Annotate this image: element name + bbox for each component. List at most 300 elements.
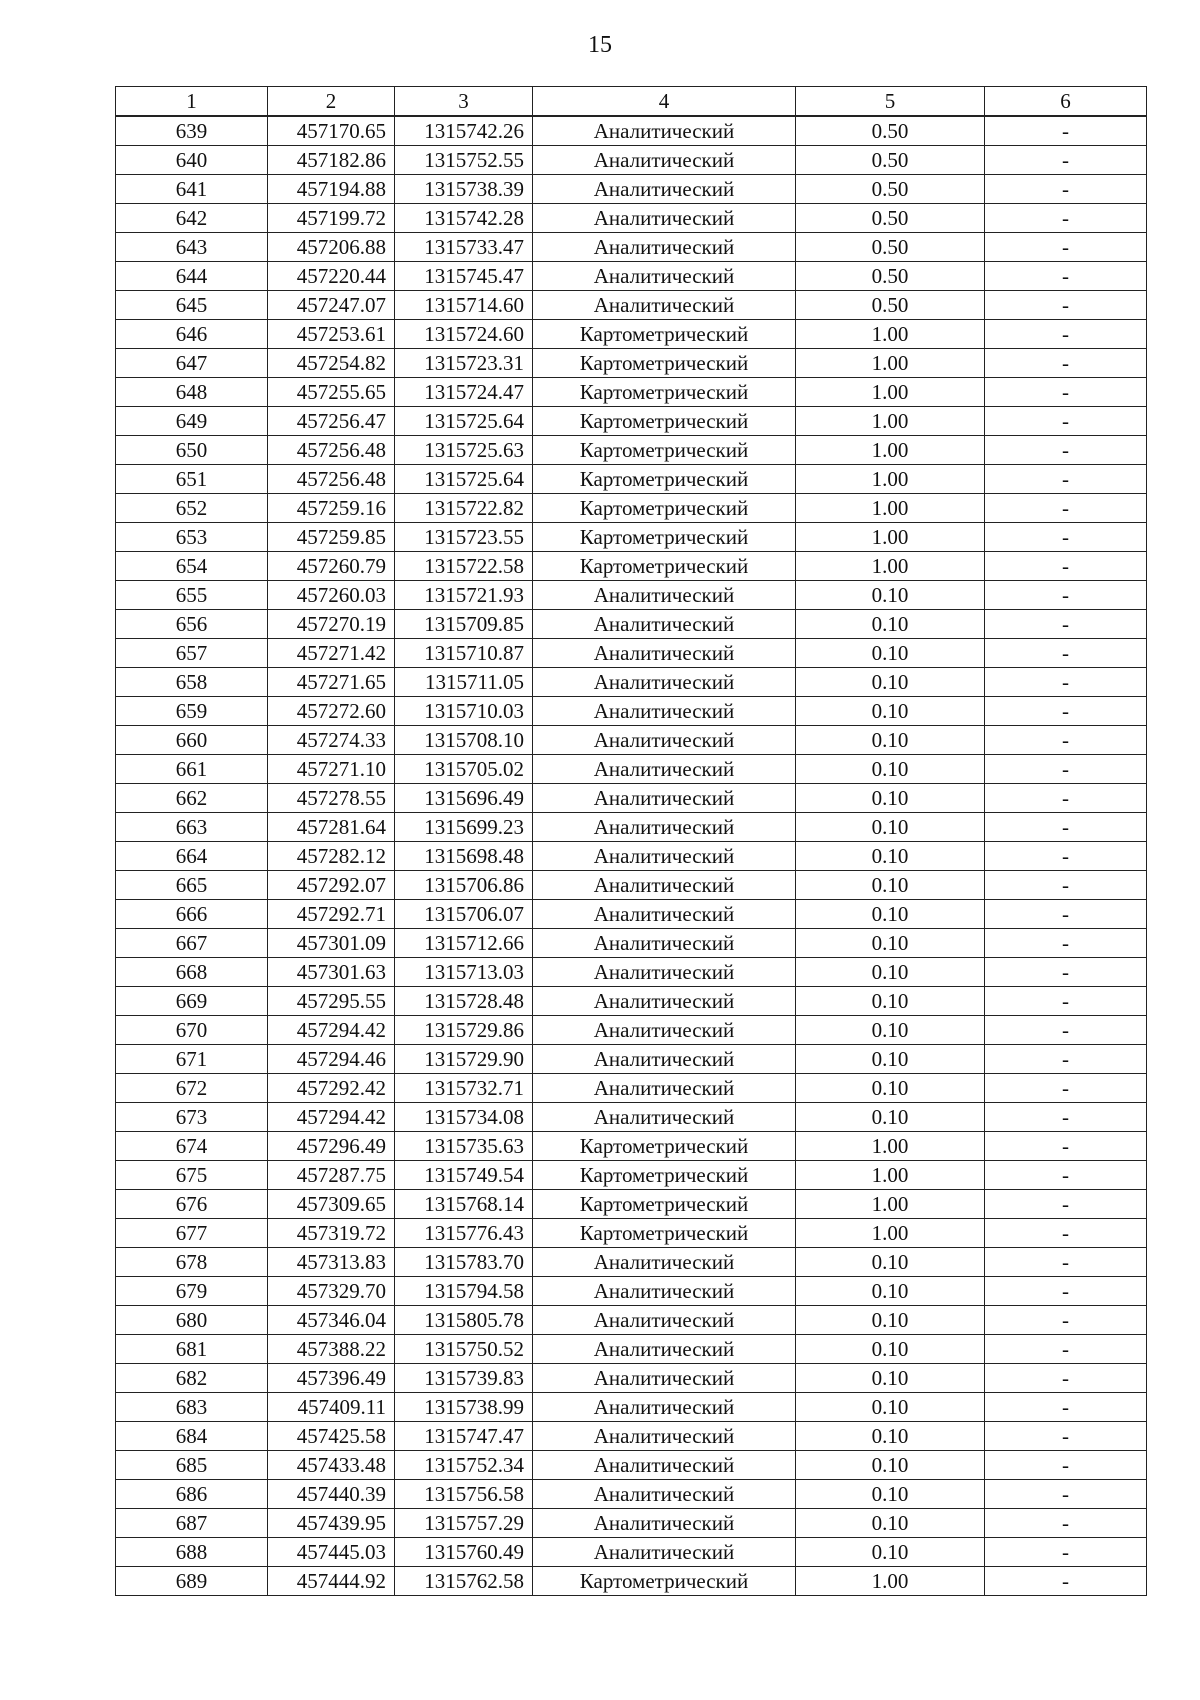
point-number-cell: 659 [116, 697, 268, 726]
table-row [116, 204, 1147, 233]
accuracy-cell: 0.10 [796, 1538, 985, 1567]
point-number-cell: 666 [116, 900, 268, 929]
y-coordinate-cell: 1315712.66 [395, 929, 533, 958]
table-row [116, 262, 1147, 291]
note-cell: - [985, 1393, 1147, 1422]
point-number-cell: 656 [116, 610, 268, 639]
accuracy-cell: 0.10 [796, 610, 985, 639]
accuracy-cell: 0.10 [796, 1509, 985, 1538]
method-cell: Картометрический [533, 436, 796, 465]
table-row [116, 1306, 1147, 1335]
y-coordinate-cell: 1315723.55 [395, 523, 533, 552]
point-number-cell: 645 [116, 291, 268, 320]
x-coordinate-cell: 457445.03 [268, 1538, 395, 1567]
table-header-row [116, 87, 1147, 117]
note-cell: - [985, 1016, 1147, 1045]
y-coordinate-cell: 1315733.47 [395, 233, 533, 262]
x-coordinate-cell: 457319.72 [268, 1219, 395, 1248]
accuracy-cell: 0.10 [796, 871, 985, 900]
point-number-cell: 689 [116, 1567, 268, 1596]
note-cell: - [985, 1045, 1147, 1074]
accuracy-cell: 0.50 [796, 175, 985, 204]
note-cell: - [985, 320, 1147, 349]
y-coordinate-cell: 1315752.55 [395, 146, 533, 175]
y-coordinate-cell: 1315739.83 [395, 1364, 533, 1393]
table-row [116, 1364, 1147, 1393]
y-coordinate-cell: 1315783.70 [395, 1248, 533, 1277]
x-coordinate-cell: 457194.88 [268, 175, 395, 204]
x-coordinate-cell: 457271.65 [268, 668, 395, 697]
point-number-cell: 674 [116, 1132, 268, 1161]
point-number-cell: 648 [116, 378, 268, 407]
column-header: 3 [395, 87, 533, 117]
table-row [116, 929, 1147, 958]
accuracy-cell: 1.00 [796, 552, 985, 581]
method-cell: Аналитический [533, 204, 796, 233]
x-coordinate-cell: 457329.70 [268, 1277, 395, 1306]
accuracy-cell: 1.00 [796, 1190, 985, 1219]
method-cell: Картометрический [533, 465, 796, 494]
method-cell: Аналитический [533, 146, 796, 175]
point-number-cell: 654 [116, 552, 268, 581]
point-number-cell: 641 [116, 175, 268, 204]
accuracy-cell: 0.10 [796, 1074, 985, 1103]
point-number-cell: 676 [116, 1190, 268, 1219]
y-coordinate-cell: 1315711.05 [395, 668, 533, 697]
x-coordinate-cell: 457206.88 [268, 233, 395, 262]
table-row [116, 987, 1147, 1016]
y-coordinate-cell: 1315805.78 [395, 1306, 533, 1335]
method-cell: Аналитический [533, 1480, 796, 1509]
accuracy-cell: 0.10 [796, 755, 985, 784]
method-cell: Картометрический [533, 1219, 796, 1248]
note-cell: - [985, 813, 1147, 842]
point-number-cell: 639 [116, 116, 268, 146]
accuracy-cell: 0.50 [796, 204, 985, 233]
x-coordinate-cell: 457444.92 [268, 1567, 395, 1596]
x-coordinate-cell: 457255.65 [268, 378, 395, 407]
accuracy-cell: 0.10 [796, 958, 985, 987]
accuracy-cell: 1.00 [796, 465, 985, 494]
table-row [116, 871, 1147, 900]
table-row [116, 726, 1147, 755]
x-coordinate-cell: 457425.58 [268, 1422, 395, 1451]
point-number-cell: 673 [116, 1103, 268, 1132]
table-row [116, 407, 1147, 436]
note-cell: - [985, 784, 1147, 813]
x-coordinate-cell: 457440.39 [268, 1480, 395, 1509]
note-cell: - [985, 639, 1147, 668]
point-number-cell: 646 [116, 320, 268, 349]
x-coordinate-cell: 457301.63 [268, 958, 395, 987]
table-row [116, 291, 1147, 320]
point-number-cell: 665 [116, 871, 268, 900]
point-number-cell: 669 [116, 987, 268, 1016]
x-coordinate-cell: 457271.42 [268, 639, 395, 668]
table-row [116, 784, 1147, 813]
column-header: 1 [116, 87, 268, 117]
note-cell: - [985, 1480, 1147, 1509]
accuracy-cell: 1.00 [796, 349, 985, 378]
method-cell: Аналитический [533, 262, 796, 291]
accuracy-cell: 0.10 [796, 697, 985, 726]
method-cell: Аналитический [533, 175, 796, 204]
note-cell: - [985, 929, 1147, 958]
y-coordinate-cell: 1315721.93 [395, 581, 533, 610]
x-coordinate-cell: 457272.60 [268, 697, 395, 726]
y-coordinate-cell: 1315724.47 [395, 378, 533, 407]
table-row [116, 1045, 1147, 1074]
point-number-cell: 652 [116, 494, 268, 523]
accuracy-cell: 0.10 [796, 987, 985, 1016]
point-number-cell: 643 [116, 233, 268, 262]
x-coordinate-cell: 457309.65 [268, 1190, 395, 1219]
method-cell: Аналитический [533, 1393, 796, 1422]
x-coordinate-cell: 457260.03 [268, 581, 395, 610]
y-coordinate-cell: 1315725.63 [395, 436, 533, 465]
point-number-cell: 680 [116, 1306, 268, 1335]
x-coordinate-cell: 457256.47 [268, 407, 395, 436]
table-row [116, 320, 1147, 349]
y-coordinate-cell: 1315742.26 [395, 116, 533, 146]
method-cell: Аналитический [533, 813, 796, 842]
table-row [116, 639, 1147, 668]
note-cell: - [985, 204, 1147, 233]
accuracy-cell: 0.10 [796, 929, 985, 958]
method-cell: Аналитический [533, 581, 796, 610]
x-coordinate-cell: 457292.71 [268, 900, 395, 929]
x-coordinate-cell: 457301.09 [268, 929, 395, 958]
y-coordinate-cell: 1315768.14 [395, 1190, 533, 1219]
x-coordinate-cell: 457182.86 [268, 146, 395, 175]
y-coordinate-cell: 1315705.02 [395, 755, 533, 784]
point-number-cell: 681 [116, 1335, 268, 1364]
y-coordinate-cell: 1315794.58 [395, 1277, 533, 1306]
method-cell: Аналитический [533, 1451, 796, 1480]
note-cell: - [985, 1509, 1147, 1538]
method-cell: Аналитический [533, 697, 796, 726]
x-coordinate-cell: 457170.65 [268, 116, 395, 146]
table-row [116, 900, 1147, 929]
method-cell: Аналитический [533, 1422, 796, 1451]
x-coordinate-cell: 457294.42 [268, 1103, 395, 1132]
x-coordinate-cell: 457287.75 [268, 1161, 395, 1190]
accuracy-cell: 0.10 [796, 1103, 985, 1132]
table-row [116, 523, 1147, 552]
accuracy-cell: 0.10 [796, 900, 985, 929]
accuracy-cell: 0.10 [796, 1016, 985, 1045]
note-cell: - [985, 1364, 1147, 1393]
accuracy-cell: 0.10 [796, 668, 985, 697]
note-cell: - [985, 1451, 1147, 1480]
accuracy-cell: 1.00 [796, 523, 985, 552]
note-cell: - [985, 1422, 1147, 1451]
method-cell: Картометрический [533, 1161, 796, 1190]
note-cell: - [985, 1161, 1147, 1190]
accuracy-cell: 0.10 [796, 581, 985, 610]
note-cell: - [985, 1538, 1147, 1567]
x-coordinate-cell: 457282.12 [268, 842, 395, 871]
note-cell: - [985, 116, 1147, 146]
y-coordinate-cell: 1315714.60 [395, 291, 533, 320]
x-coordinate-cell: 457346.04 [268, 1306, 395, 1335]
table-row [116, 1277, 1147, 1306]
point-number-cell: 660 [116, 726, 268, 755]
x-coordinate-cell: 457295.55 [268, 987, 395, 1016]
table-row [116, 813, 1147, 842]
table-row [116, 1016, 1147, 1045]
coordinates-table [115, 86, 1147, 1596]
y-coordinate-cell: 1315698.48 [395, 842, 533, 871]
column-header: 5 [796, 87, 985, 117]
y-coordinate-cell: 1315699.23 [395, 813, 533, 842]
note-cell: - [985, 552, 1147, 581]
method-cell: Аналитический [533, 987, 796, 1016]
method-cell: Картометрический [533, 407, 796, 436]
table-row [116, 581, 1147, 610]
method-cell: Аналитический [533, 900, 796, 929]
table-row [116, 1132, 1147, 1161]
x-coordinate-cell: 457313.83 [268, 1248, 395, 1277]
table-row [116, 668, 1147, 697]
x-coordinate-cell: 457296.49 [268, 1132, 395, 1161]
y-coordinate-cell: 1315747.47 [395, 1422, 533, 1451]
table-row [116, 1103, 1147, 1132]
point-number-cell: 682 [116, 1364, 268, 1393]
accuracy-cell: 0.10 [796, 1480, 985, 1509]
accuracy-cell: 1.00 [796, 494, 985, 523]
table-row [116, 1219, 1147, 1248]
point-number-cell: 649 [116, 407, 268, 436]
accuracy-cell: 1.00 [796, 1219, 985, 1248]
x-coordinate-cell: 457409.11 [268, 1393, 395, 1422]
note-cell: - [985, 668, 1147, 697]
point-number-cell: 679 [116, 1277, 268, 1306]
y-coordinate-cell: 1315729.86 [395, 1016, 533, 1045]
method-cell: Аналитический [533, 929, 796, 958]
note-cell: - [985, 233, 1147, 262]
note-cell: - [985, 1248, 1147, 1277]
table-row [116, 1248, 1147, 1277]
table-row [116, 378, 1147, 407]
method-cell: Картометрический [533, 1567, 796, 1596]
table-row [116, 1190, 1147, 1219]
point-number-cell: 675 [116, 1161, 268, 1190]
note-cell: - [985, 900, 1147, 929]
point-number-cell: 642 [116, 204, 268, 233]
accuracy-cell: 0.10 [796, 726, 985, 755]
accuracy-cell: 0.10 [796, 813, 985, 842]
accuracy-cell: 0.10 [796, 784, 985, 813]
point-number-cell: 668 [116, 958, 268, 987]
x-coordinate-cell: 457294.42 [268, 1016, 395, 1045]
note-cell: - [985, 726, 1147, 755]
table-row [116, 1335, 1147, 1364]
table-row [116, 755, 1147, 784]
note-cell: - [985, 871, 1147, 900]
method-cell: Картометрический [533, 552, 796, 581]
point-number-cell: 683 [116, 1393, 268, 1422]
note-cell: - [985, 523, 1147, 552]
point-number-cell: 688 [116, 1538, 268, 1567]
note-cell: - [985, 378, 1147, 407]
table-row [116, 1538, 1147, 1567]
accuracy-cell: 0.10 [796, 1422, 985, 1451]
accuracy-cell: 0.50 [796, 116, 985, 146]
y-coordinate-cell: 1315706.07 [395, 900, 533, 929]
point-number-cell: 662 [116, 784, 268, 813]
x-coordinate-cell: 457278.55 [268, 784, 395, 813]
y-coordinate-cell: 1315710.87 [395, 639, 533, 668]
point-number-cell: 672 [116, 1074, 268, 1103]
point-number-cell: 678 [116, 1248, 268, 1277]
note-cell: - [985, 1306, 1147, 1335]
point-number-cell: 687 [116, 1509, 268, 1538]
method-cell: Аналитический [533, 958, 796, 987]
point-number-cell: 647 [116, 349, 268, 378]
y-coordinate-cell: 1315734.08 [395, 1103, 533, 1132]
x-coordinate-cell: 457294.46 [268, 1045, 395, 1074]
method-cell: Картометрический [533, 494, 796, 523]
y-coordinate-cell: 1315738.99 [395, 1393, 533, 1422]
point-number-cell: 685 [116, 1451, 268, 1480]
point-number-cell: 677 [116, 1219, 268, 1248]
y-coordinate-cell: 1315762.58 [395, 1567, 533, 1596]
y-coordinate-cell: 1315750.52 [395, 1335, 533, 1364]
table-row [116, 465, 1147, 494]
note-cell: - [985, 465, 1147, 494]
method-cell: Картометрический [533, 1132, 796, 1161]
y-coordinate-cell: 1315735.63 [395, 1132, 533, 1161]
note-cell: - [985, 581, 1147, 610]
method-cell: Аналитический [533, 871, 796, 900]
accuracy-cell: 0.10 [796, 1451, 985, 1480]
y-coordinate-cell: 1315708.10 [395, 726, 533, 755]
method-cell: Аналитический [533, 1538, 796, 1567]
method-cell: Аналитический [533, 1509, 796, 1538]
x-coordinate-cell: 457292.42 [268, 1074, 395, 1103]
x-coordinate-cell: 457254.82 [268, 349, 395, 378]
y-coordinate-cell: 1315722.82 [395, 494, 533, 523]
point-number-cell: 686 [116, 1480, 268, 1509]
method-cell: Аналитический [533, 639, 796, 668]
note-cell: - [985, 987, 1147, 1016]
table-row [116, 958, 1147, 987]
point-number-cell: 651 [116, 465, 268, 494]
accuracy-cell: 0.50 [796, 233, 985, 262]
y-coordinate-cell: 1315709.85 [395, 610, 533, 639]
point-number-cell: 684 [116, 1422, 268, 1451]
method-cell: Аналитический [533, 1074, 796, 1103]
accuracy-cell: 1.00 [796, 1567, 985, 1596]
table-row [116, 233, 1147, 262]
x-coordinate-cell: 457433.48 [268, 1451, 395, 1480]
accuracy-cell: 0.50 [796, 146, 985, 175]
method-cell: Аналитический [533, 1306, 796, 1335]
page-number: 15 [588, 32, 612, 58]
x-coordinate-cell: 457388.22 [268, 1335, 395, 1364]
table-row [116, 1074, 1147, 1103]
note-cell: - [985, 610, 1147, 639]
method-cell: Картометрический [533, 349, 796, 378]
x-coordinate-cell: 457199.72 [268, 204, 395, 233]
accuracy-cell: 0.10 [796, 1277, 985, 1306]
x-coordinate-cell: 457281.64 [268, 813, 395, 842]
note-cell: - [985, 146, 1147, 175]
method-cell: Картометрический [533, 378, 796, 407]
accuracy-cell: 0.10 [796, 1045, 985, 1074]
method-cell: Аналитический [533, 1248, 796, 1277]
table-row [116, 1393, 1147, 1422]
y-coordinate-cell: 1315732.71 [395, 1074, 533, 1103]
column-header: 6 [985, 87, 1147, 117]
table-row [116, 436, 1147, 465]
y-coordinate-cell: 1315723.31 [395, 349, 533, 378]
method-cell: Аналитический [533, 726, 796, 755]
method-cell: Аналитический [533, 116, 796, 146]
accuracy-cell: 0.50 [796, 291, 985, 320]
method-cell: Аналитический [533, 291, 796, 320]
accuracy-cell: 1.00 [796, 436, 985, 465]
y-coordinate-cell: 1315756.58 [395, 1480, 533, 1509]
table-row [116, 1451, 1147, 1480]
point-number-cell: 655 [116, 581, 268, 610]
table-body [116, 116, 1147, 1596]
point-number-cell: 670 [116, 1016, 268, 1045]
x-coordinate-cell: 457260.79 [268, 552, 395, 581]
method-cell: Аналитический [533, 1364, 796, 1393]
x-coordinate-cell: 457271.10 [268, 755, 395, 784]
point-number-cell: 653 [116, 523, 268, 552]
y-coordinate-cell: 1315728.48 [395, 987, 533, 1016]
y-coordinate-cell: 1315722.58 [395, 552, 533, 581]
point-number-cell: 644 [116, 262, 268, 291]
note-cell: - [985, 291, 1147, 320]
x-coordinate-cell: 457247.07 [268, 291, 395, 320]
y-coordinate-cell: 1315745.47 [395, 262, 533, 291]
note-cell: - [985, 1103, 1147, 1132]
x-coordinate-cell: 457253.61 [268, 320, 395, 349]
note-cell: - [985, 175, 1147, 204]
table-row [116, 610, 1147, 639]
point-number-cell: 658 [116, 668, 268, 697]
y-coordinate-cell: 1315729.90 [395, 1045, 533, 1074]
method-cell: Аналитический [533, 1016, 796, 1045]
method-cell: Аналитический [533, 842, 796, 871]
y-coordinate-cell: 1315776.43 [395, 1219, 533, 1248]
y-coordinate-cell: 1315725.64 [395, 465, 533, 494]
point-number-cell: 640 [116, 146, 268, 175]
x-coordinate-cell: 457270.19 [268, 610, 395, 639]
y-coordinate-cell: 1315742.28 [395, 204, 533, 233]
y-coordinate-cell: 1315713.03 [395, 958, 533, 987]
note-cell: - [985, 494, 1147, 523]
note-cell: - [985, 407, 1147, 436]
note-cell: - [985, 262, 1147, 291]
table-row [116, 175, 1147, 204]
note-cell: - [985, 436, 1147, 465]
note-cell: - [985, 842, 1147, 871]
x-coordinate-cell: 457220.44 [268, 262, 395, 291]
note-cell: - [985, 1132, 1147, 1161]
y-coordinate-cell: 1315725.64 [395, 407, 533, 436]
point-number-cell: 664 [116, 842, 268, 871]
accuracy-cell: 0.10 [796, 1306, 985, 1335]
method-cell: Аналитический [533, 755, 796, 784]
note-cell: - [985, 1567, 1147, 1596]
note-cell: - [985, 1335, 1147, 1364]
y-coordinate-cell: 1315738.39 [395, 175, 533, 204]
